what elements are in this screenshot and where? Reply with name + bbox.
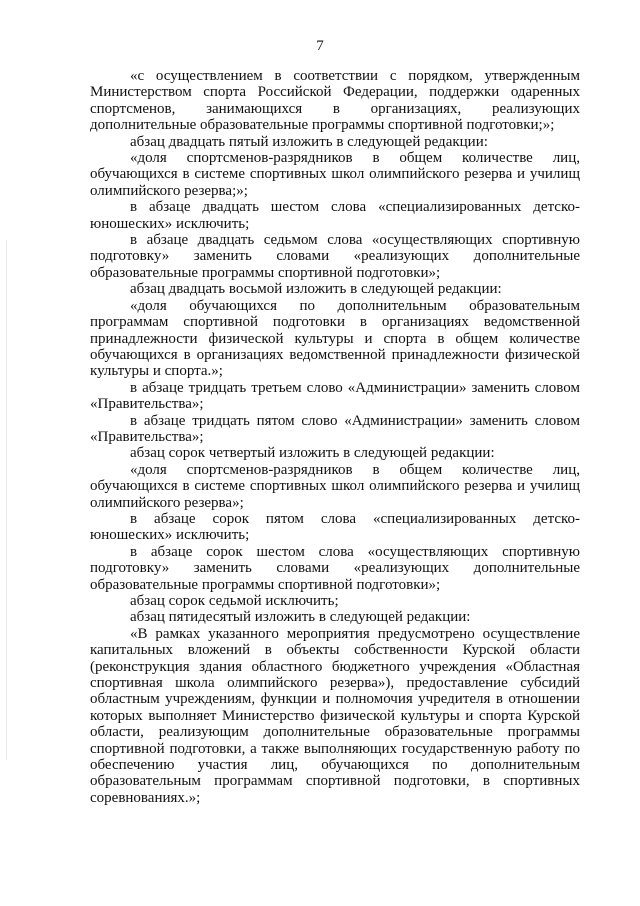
- paragraph: «В рамках указанного мероприятия предусмотрено осуществление капитальных вложений в объекты собственности Курской области (реконструкция здания областного бюджетного учреждения «Областная спортивная школа олимпийского резерва»), предоставление субсидий областным учреждениям, функции и полномочия учредителя в отношении которых выполняет Министерство физической культуры и спорта Курской области, реализующим дополнительные образовательные программы спортивной подготовки, а также выполняющих государственную работу по обеспечению участия лиц, обучающихся по дополнительным образовательным программам спортивной подготовки, в спортивных соревнованиях.»;: [90, 625, 580, 806]
- scan-margin-mark: [6, 240, 7, 760]
- paragraph: «доля спортсменов-разрядников в общем количестве лиц, обучающихся в системе спортивных школ олимпийского резерва и училищ олимпийского резерва;»;: [90, 150, 580, 199]
- paragraph: абзац сорок седьмой исключить;: [130, 593, 339, 609]
- paragraph: абзац пятидесятый изложить в следующей редакции:: [130, 609, 471, 626]
- paragraph: в абзаце двадцать седьмом слова «осуществляющих спортивную подготовку» заменить словами «реализующих дополнительные образовательные программы спортивной подготовки»;: [90, 232, 580, 281]
- paragraph: в абзаце двадцать шестом слова «специализированных детско-юношеских» исключить;: [90, 199, 580, 232]
- document-body: [90, 68, 580, 806]
- paragraph: «доля спортсменов-разрядников в общем количестве лиц, обучающихся в системе спортивных школ олимпийского резерва и училищ олимпийского резерва»;: [90, 461, 580, 511]
- paragraph: абзац сорок четвертый изложить в следующей редакции:: [130, 445, 495, 462]
- paragraph: «доля обучающихся по дополнительным образовательным программам спортивной подготовки в организациях ведомственной принадлежности физической культуры и спорта в общем количестве обучающихся в организациях ведомственной принадлежности физической культуры и спорта.»;: [90, 297, 580, 380]
- paragraph: абзац двадцать пятый изложить в следующей редакции:: [130, 133, 488, 150]
- paragraph: в абзаце сорок пятом слова «специализированных детско-юношеских» исключить;: [90, 510, 580, 544]
- paragraph: «с осуществлением в соответствии с порядком, утвержденным Министерством спорта Российской Федерации, поддержки одаренных спортсменов, занимающихся в организациях, реализующих дополнительные образовательные программы спортивной подготовки;»;: [90, 68, 580, 134]
- paragraph: в абзаце сорок шестом слова «осуществляющих спортивную подготовку» заменить словами «реализующих дополнительные образовательные программы спортивной подготовки»;: [90, 543, 580, 593]
- paragraph: абзац двадцать восьмой изложить в следующей редакции:: [130, 281, 502, 298]
- page-number: 7: [316, 38, 324, 54]
- paragraph: в абзаце тридцать третьем слово «Администрации» заменить словом «Правительства»;: [90, 379, 580, 413]
- paragraph: в абзаце тридцать пятом слово «Администрации» заменить словом «Правительства»;: [90, 412, 580, 445]
